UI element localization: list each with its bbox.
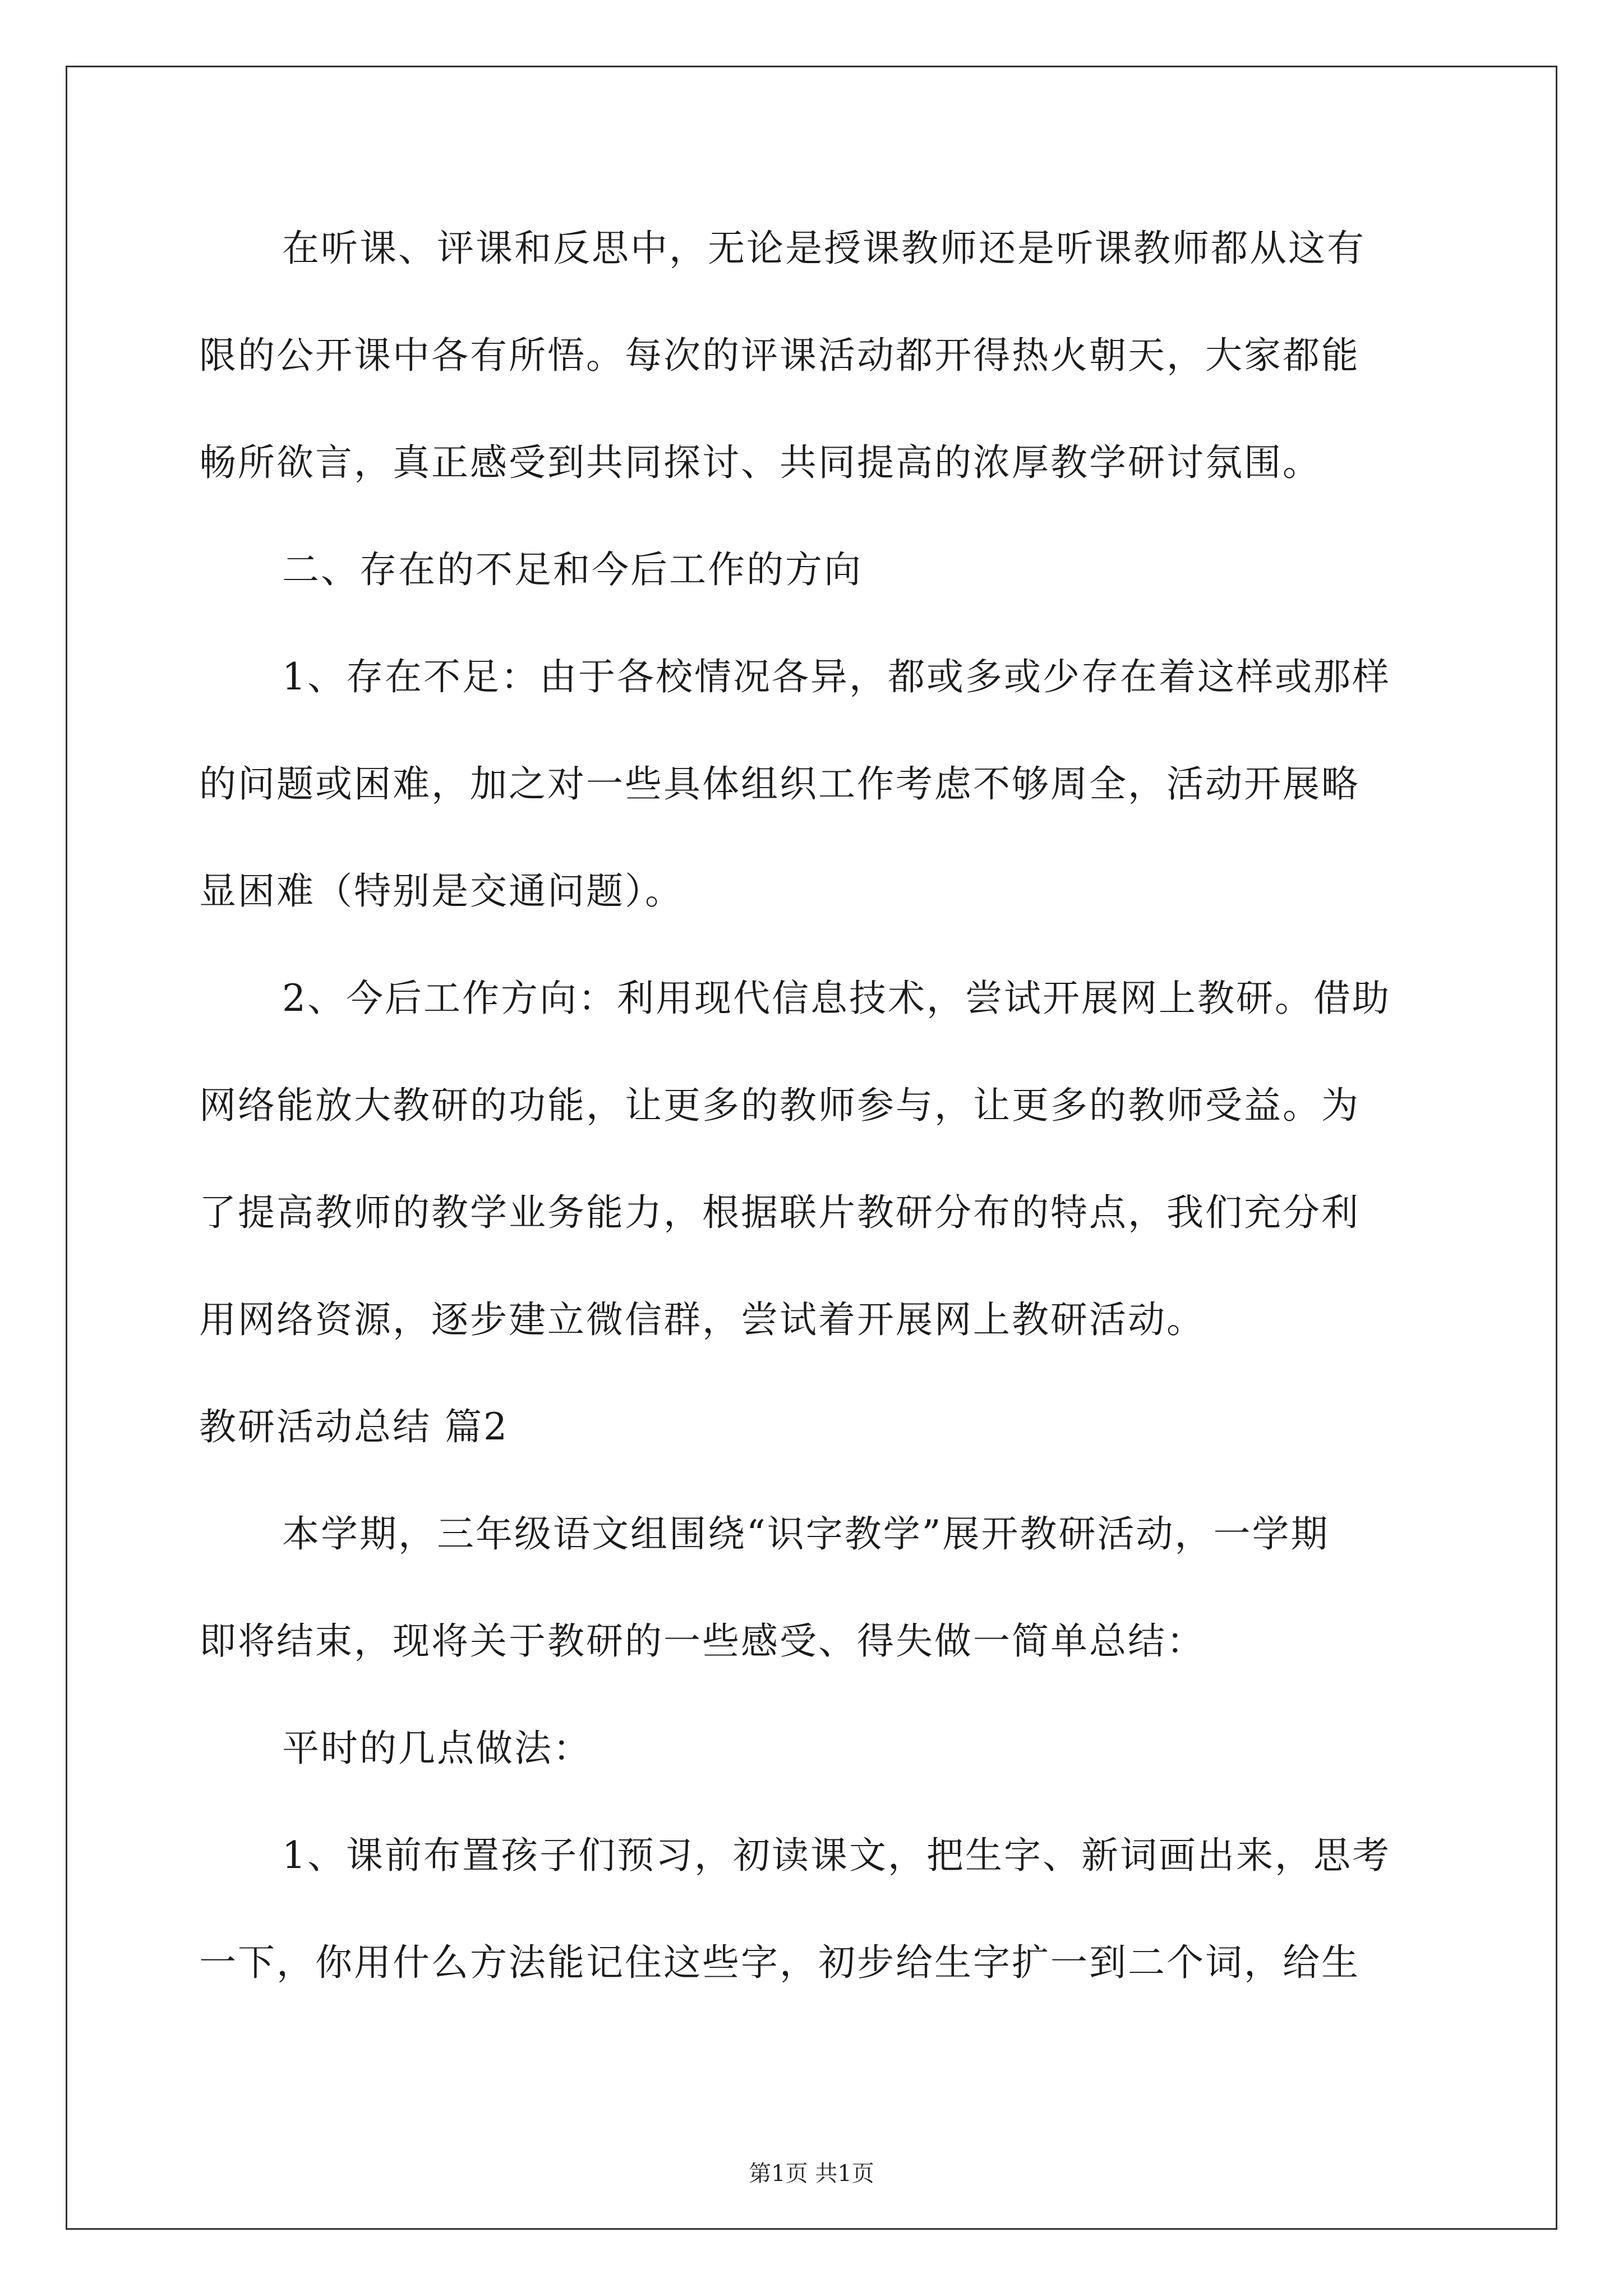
paragraph-line: 1、存在不足：由于各校情况各异，都或多或少存在着这样或那样 [282, 655, 1391, 698]
paragraph-line: 在听课、评课和反思中，无论是授课教师还是听课教师都从这有 [282, 227, 1366, 270]
page-border [66, 66, 1557, 2230]
paragraph-line: 用网络资源，逐步建立微信群，尝试着开展网上教研活动。 [199, 1298, 1205, 1341]
paragraph-line: 限的公开课中各有所悟。每次的评课活动都开得热火朝天，大家都能 [199, 334, 1360, 377]
page-number-footer: 第1页 共1页 [749, 2161, 874, 2187]
paragraph-line: 即将结束，现将关于教研的一些感受、得失做一简单总结： [199, 1619, 1205, 1663]
paragraph-line: 一下，你用什么方法能记住这些字，初步给生字扩一到二个词，给生 [199, 1941, 1360, 1984]
paragraph-line: 的问题或困难，加之对一些具体组织工作考虑不够周全，活动开展略 [199, 762, 1360, 806]
paragraph-line: 1、课前布置孩子们预习，初读课文，把生字、新词画出来，思考 [282, 1834, 1391, 1877]
paragraph-line: 显困难（特别是交通问题）。 [199, 869, 684, 913]
paragraph-line: 了提高教师的教学业务能力，根据联片教研分布的特点，我们充分利 [199, 1191, 1360, 1234]
paragraph-line: 2、今后工作方向：利用现代信息技术，尝试开展网上教研。借助 [282, 977, 1391, 1020]
paragraph-line: 本学期，三年级语文组围绕“识字教学”展开教研活动，一学期 [282, 1512, 1330, 1556]
section-heading: 平时的几点做法： [282, 1727, 592, 1770]
article-title: 教研活动总结 篇2 [199, 1405, 509, 1448]
paragraph-line: 网络能放大教研的功能，让更多的教师参与，让更多的教师受益。为 [199, 1084, 1360, 1127]
paragraph-line: 畅所欲言，真正感受到共同探讨、共同提高的浓厚教学研讨氛围。 [199, 441, 1321, 484]
section-heading: 二、存在的不足和今后工作的方向 [282, 548, 863, 591]
